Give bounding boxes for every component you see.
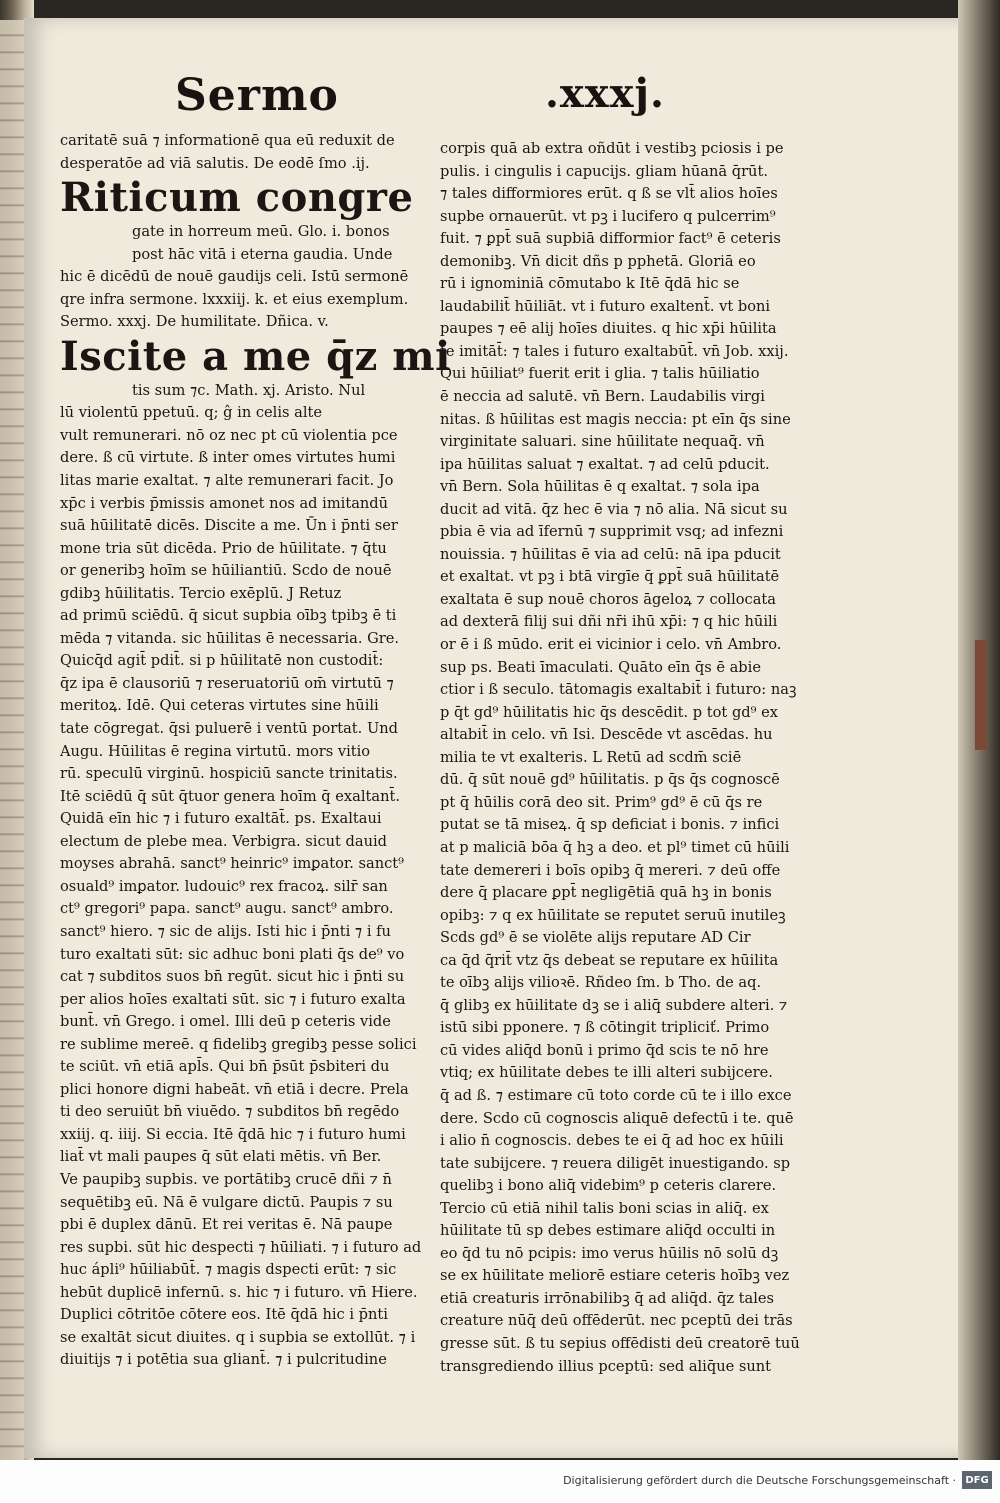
text-line: at p maliciā bōa q̄ hꝫ a deo. et pl⁹ timet cū hūili	[440, 838, 790, 856]
text-line: Ve paupibꝫ supbis. ve portātibꝫ crucē dñi ⁊ n̄	[60, 1170, 392, 1188]
text-line: hūilitate tū sp debes estimare aliq̄d occulti in	[440, 1222, 776, 1240]
text-line: gdibꝫ hūilitatis. Tercio exēplū. J Retuz	[60, 584, 342, 602]
text-line: Quicq̄d agit̄ pdit̄. si p hūilitatē non custodit̄:	[60, 652, 384, 670]
text-line: supbe ornauerūt. vt pꝫ i lucifero q pulcerrim⁹	[440, 207, 776, 225]
text-line: tis sum ⁊c. Math. xj. Aristo. Nul	[132, 381, 366, 399]
text-line: p q̄t gd⁹ hūilitatis hic q̄s descēdit. p tot gd⁹ ex	[440, 703, 778, 721]
text-line: xp̄c i verbis p̄missis amonet nos ad imitandū	[60, 494, 389, 512]
text-line: exaltata ē sup nouē choros āgeloꝝ ⁊ collocata	[440, 590, 776, 608]
text-line: nitas. ß hūilitas est magis neccia: pt eīn q̄s sine	[440, 410, 791, 428]
text-line: plici honore digni habeāt. vn̄ etiā i decre. Prela	[60, 1080, 409, 1098]
text-line: Quidā eīn hic ⁊ i futuro exaltāt̄. ps. Exaltaui	[60, 810, 382, 828]
text-line: Itē sciēdū q̄ sūt q̄tuor genera hoīm q̄ exaltant̄.	[60, 787, 400, 805]
text-line: osuald⁹ imꝑator. ludouic⁹ rex fracoꝝ. silr̄ san	[60, 877, 388, 895]
left-top-lines	[60, 130, 402, 175]
text-line: etiā creaturis irrōnabilibꝫ q̄ ad aliq̄d. q̄z tales	[440, 1289, 775, 1307]
text-line: dere. ß cū virtute. ß inter omes virtutes humi	[60, 449, 396, 467]
text-line: paupes ⁊ eē alij hoīes diuites. q hic xp̄i hūilita	[440, 320, 777, 338]
text-line: transgrediendo illius pceptū: sed aliq̄ue sunt	[440, 1357, 772, 1375]
text-line: Duplici cōtritōe cōtere eos. Itē q̄dā hic i p̄nti	[60, 1306, 388, 1324]
text-line: sequētibꝫ eū. Nā ē vulgare dictū. Paupis ⁊ su	[60, 1193, 393, 1211]
running-header-right: .xxxj.	[545, 70, 665, 117]
text-line: laudabilit̄ hūiliāt. vt i futuro exaltent̄. vt boni	[440, 297, 771, 315]
text-line: ca q̄d q̄rit̄ vtz q̄s debeat se reputare ex hūilita	[440, 951, 779, 969]
text-line: Qui hūiliat⁹ fuerit erit i glia. ⁊ talis hūiliatio	[440, 365, 760, 383]
text-line: qre infra sermone. lxxxiij. k. et eius exemplum.	[60, 290, 409, 308]
text-line: tate cōgregat. q̄si puluerē i ventū portat. Und	[60, 720, 398, 738]
text-line: desperatōe ad viā salutis. De eodē ſmo .ij.	[60, 154, 370, 172]
text-line: gresse sūt. ß tu sepius offēdisti deū creatorē tuū	[440, 1334, 800, 1352]
text-line: ē neccia ad salutē. vn̄ Bern. Laudabilis virgi	[440, 388, 765, 406]
text-line: i alio n̄ cognoscis. debes te ei q̄ ad hoc ex hūili	[440, 1132, 784, 1150]
text-line: te oībꝫ alijs vilioꝛē. Rñdeo ſm. b Tho. de aq.	[440, 974, 762, 992]
text-line: tate demereri i boīs opibꝫ q̄ mereri. ⁊ deū offe	[440, 861, 781, 879]
text-line: pbi ē duplex dānū. Et rei veritas ē. Nā paupe	[60, 1216, 393, 1234]
text-line: Sermo. xxxj. De humilitate. Dñica. v.	[60, 313, 329, 331]
text-line: q̄ glibꝫ ex hūilitate dꝫ se i aliq̄ subdere alteri. ⁊	[440, 996, 788, 1014]
text-line: se ex hūilitate meliorē estiare ceteris hoībꝫ vez	[440, 1267, 790, 1285]
text-line: ctior i ß seculo. tātomagis exaltabit̄ i futuro: naꝫ	[440, 681, 797, 699]
text-line: dū. q̄ sūt nouē gd⁹ hūilitatis. p q̄s q̄s cognoscē	[440, 771, 780, 789]
text-line: dere. Scdo cū cognoscis aliquē defectū i te. quē	[440, 1109, 794, 1127]
text-line: huc ápli⁹ hūiliabūt̄. ⁊ magis dspecti erūt: ⁊ sic	[60, 1261, 397, 1279]
text-line: milia te vt exalteris. L Retū ad scdm̄ sciē	[440, 748, 742, 766]
text-line: istū sibi pponere. ⁊ ß cōtingit tripliciť. Primo	[440, 1019, 770, 1037]
text-line: pt q̄ hūilis corā deo sit. Prim⁹ gd⁹ ē cū q̄s re	[440, 793, 763, 811]
text-line: te imitāt̄: ⁊ tales i futuro exaltabūt̄. vn̄ Job. xxij.	[440, 342, 789, 360]
text-line: Tercio cū etiā nihil talis boni scias in aliq̄. ex	[440, 1199, 769, 1217]
text-line: cat ⁊ subditos suos bn̄ regūt. sicut hic i p̄nti su	[60, 968, 405, 986]
text-line: se exaltāt sicut diuites. q i supbia se extollūt. ⁊ i	[60, 1328, 416, 1346]
text-line: ducit ad vitā. q̄z hec ē via ⁊ nō alia. Nā sicut su	[440, 500, 788, 518]
text-line: quelibꝫ i bono aliq̄ videbim⁹ p ceteris clarere.	[440, 1177, 777, 1195]
text-line: eo q̄d tu nō pcipis: imo verus hūilis nō solū dꝫ	[440, 1244, 779, 1262]
text-line: virginitate saluari. sine hūilitate nequaq̄. vn̄	[440, 433, 765, 451]
left-mid-lines	[60, 221, 409, 334]
text-line: ad primū sciēdū. q̄ sicut supbia oībꝫ tpibꝫ ē ti	[60, 607, 397, 625]
text-line: or generibꝫ hoīm se hūiliantiū. Scdo de nouē	[60, 562, 392, 580]
text-line: q̄z ipa ē clausoriū ⁊ reseruatoriū om̄ virtutū ⁊	[60, 674, 394, 692]
text-line: Augu. Hūilitas ē regina virtutū. mors vitio	[60, 742, 371, 760]
right-body-lines	[440, 138, 800, 1378]
text-line: dere q̄ placare ꝑpt̄ negligētiā quā hꝫ in bonis	[440, 884, 772, 902]
section-heading-triticum: Riticum congre	[60, 174, 414, 222]
text-line: vtiq; ex hūilitate debes te illi alteri subijcere.	[440, 1064, 773, 1082]
text-line: diuitijs ⁊ i potētia sua gliant̄. ⁊ i pulcritudine	[60, 1351, 387, 1369]
text-line: tate subijcere. ⁊ reuera diligēt inuestigando. sp	[440, 1154, 791, 1172]
text-line: rū i ignominiā cōmutabo k Itē q̄dā hic se	[440, 275, 740, 293]
text-line: electum de plebe mea. Verbigra. sicut dauid	[60, 832, 387, 850]
text-line: sanct⁹ hiero. ⁊ sic de alijs. Isti hic i p̄nti ⁊ i fu	[60, 922, 391, 940]
text-line: re sublime mereē. q fidelibꝫ gregibꝫ pesse solici	[60, 1035, 417, 1053]
text-line: xxiij. q. iiij. Si eccia. Itē q̄dā hic ⁊ i futuro humi	[60, 1125, 406, 1143]
text-line: Scds gd⁹ ē se violēte alijs reputare AD Cir	[440, 929, 751, 947]
left-body-lines	[60, 380, 422, 1372]
text-line: cū vides aliq̄d bonū i primo q̄d scis te nō hre	[440, 1041, 769, 1059]
dfg-logo: DFG	[962, 1471, 992, 1489]
text-line: vult remunerari. nō oz nec pt cū violentia pce	[60, 426, 398, 444]
running-header-left: Sermo	[175, 70, 339, 121]
text-line: turo exaltati sūt: sic adhuc boni plati q̄s de⁹ vo	[60, 945, 405, 963]
text-line: litas marie exaltat. ⁊ alte remunerari facit. Jo	[60, 472, 394, 490]
text-line: altabit̄ in celo. vn̄ Isi. Descēde vt ascēdas. hu	[440, 726, 773, 744]
text-column-right	[440, 138, 800, 1378]
section-heading-discite: Iscite a me q̄z mi	[60, 332, 451, 380]
text-line: ⁊ tales difformiores erūt. q ß se vlt̄ alios hoīes	[440, 185, 778, 203]
funding-credit: Digitalisierung gefördert durch die Deutsche Forschungsgemeinschaft ·	[563, 1474, 956, 1487]
text-line: suā hūilitatē dicēs. Discite a me. Ūn i p̄nti ser	[60, 517, 398, 535]
text-line: putat se tā miseꝝ. q̄ sp deficiat i bonis. ⁊ infici	[440, 816, 780, 834]
text-line: ct⁹ gregori⁹ papa. sanct⁹ augu. sanct⁹ ambro.	[60, 900, 394, 918]
text-line: lū violentū ppetuū. q; ĝ in celis alte	[60, 404, 322, 422]
text-line: liat̄ vt mali paupes q̄ sūt elati mētis. vn̄ Ber.	[60, 1148, 382, 1166]
text-line: demonibꝫ. Vn̄ dicit dñs p pphetā. Gloriā eo	[440, 252, 756, 270]
text-line: bunt̄. vn̄ Grego. i omel. Illi deū p ceteris vide	[60, 1013, 391, 1031]
text-line: rū. speculū virginū. hospiciū sancte trinitatis.	[60, 765, 398, 783]
text-line: nouissia. ⁊ hūilitas ē via ad celū: nā ipa pducit	[440, 545, 781, 563]
text-line: pbia ē via ad īfernū ⁊ supprimit vsq; ad infezni	[440, 523, 784, 541]
facing-page-edge	[0, 20, 24, 1460]
text-line: ipa hūilitas saluat ⁊ exaltat. ⁊ ad celū pducit.	[440, 455, 770, 473]
text-line: opibꝫ: ⁊ q ex hūilitate se reputet seruū inutileꝫ	[440, 906, 786, 924]
text-line: ti deo seruiūt bn̄ viuēdo. ⁊ subditos bn̄ regēdo	[60, 1103, 400, 1121]
text-line: corpis quā ab extra oñdūt i vestibꝫ pciosis i pe	[440, 140, 784, 157]
text-line: per alios hoīes exaltati sūt. sic ⁊ i futuro exalta	[60, 990, 406, 1008]
text-column-left	[60, 130, 451, 1372]
text-line: pulis. i cingulis i capucijs. gliam hūanā q̄rūt.	[440, 162, 768, 180]
text-line: creature nūq̄ deū offēderūt. nec pceptū dei trās	[440, 1312, 793, 1330]
text-line: te sciūt. vn̄ etiā apl̄s. Qui bn̄ p̄sūt p̄sbiteri du	[60, 1058, 390, 1076]
text-line: or ē i ß mūdo. erit ei vicinior i celo. vn̄ Ambro.	[440, 636, 782, 654]
text-line: vn̄ Bern. Sola hūilitas ē q exaltat. ⁊ sola ipa	[440, 478, 760, 496]
text-line: et exaltat. vt pꝫ i btā virgīe q̄ ꝑpt̄ suā hūilitatē	[440, 568, 780, 586]
text-line: res supbi. sūt hic despecti ⁊ hūiliati. ⁊ i futuro ad	[60, 1238, 422, 1256]
text-line: ad dexterā filij sui dñi nr̄i ihū xp̄i: ⁊ q hic hūili	[440, 613, 778, 631]
text-line: sup ps. Beati īmaculati. Quāto eīn q̄s ē abie	[440, 658, 761, 676]
text-line: caritatē suā ⁊ informationē qua eū reduxit de	[60, 132, 395, 149]
text-line: gate in horreum meū. Glo. i. bonos	[132, 223, 390, 241]
text-line: hebūt duplicē infernū. s. hic ⁊ i futuro. vn̄ Hiere.	[60, 1283, 418, 1301]
text-line: hic ē dicēdū de nouē gaudijs celi. Istū sermonē	[60, 268, 409, 286]
text-line: mone tria sūt dicēda. Prio de hūilitate. ⁊ q̄tu	[60, 539, 387, 557]
text-line: fuit. ⁊ ꝑpt̄ suā supbiā difformior fact⁹ ē ceteris	[440, 230, 781, 248]
text-line: meritoꝝ. Idē. Qui ceteras virtutes sine hūili	[60, 697, 379, 715]
text-line: moyses abrahā. sanct⁹ heinric⁹ imꝑator. sanct⁹	[60, 855, 404, 873]
page-marker-tab	[975, 640, 987, 750]
text-line: mēda ⁊ vitanda. sic hūilitas ē necessaria. Gre.	[60, 629, 400, 647]
text-line: q̄ ad ß. ⁊ estimare cū toto corde cū te i illo exce	[440, 1086, 792, 1104]
text-line: post hāc vitā i eterna gaudia. Unde	[132, 245, 393, 263]
